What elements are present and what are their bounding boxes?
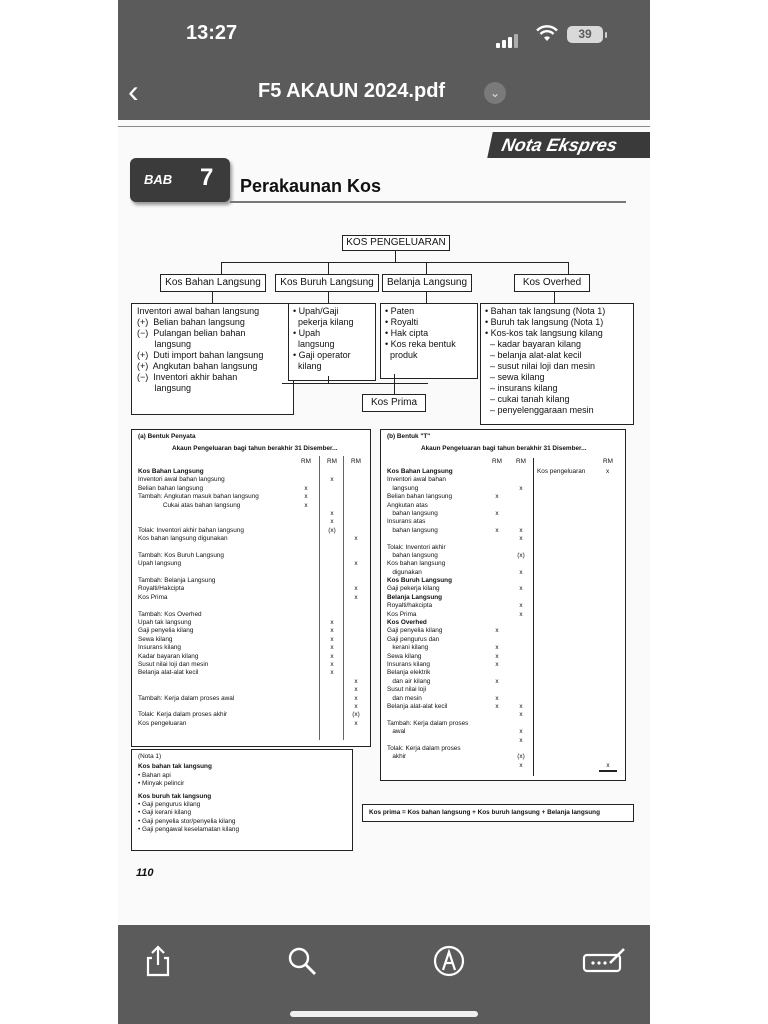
tree-line [426, 262, 427, 274]
list-item: (−) Pulangan belian bahan [137, 328, 246, 338]
left-margin [0, 0, 118, 1024]
list-item: • Upah/Gaji [293, 306, 339, 316]
row-label: kerani kilang [387, 644, 429, 652]
list-item: • Kos-kos tak langsung kilang [485, 328, 603, 338]
bahan-langsung-box [131, 303, 294, 415]
list-item: • Gaji kerani kilang [138, 809, 192, 817]
amount-cell: x [330, 509, 334, 517]
statement-row [138, 468, 366, 476]
row-label: digunakan [387, 568, 422, 576]
tree-line [328, 291, 329, 303]
row-label: dan air kilang [387, 677, 431, 685]
amount-cell: x [519, 761, 523, 769]
row-label: dan mesin [387, 694, 422, 702]
amount-cell: x [495, 660, 499, 668]
amount-cell: x [354, 593, 358, 601]
statement-row [387, 703, 533, 711]
kos-overhed-box [480, 303, 634, 425]
row-label: Kos Prima [138, 593, 168, 601]
tree-line [288, 383, 428, 384]
statement-row [387, 569, 533, 577]
nav-bar [118, 70, 650, 120]
amount-cell: x [519, 711, 523, 719]
amount-cell: x [519, 585, 523, 593]
tree-line [221, 262, 222, 274]
row-label: Susut nilai loji [387, 686, 427, 694]
statement-row [138, 535, 366, 543]
statement-row [387, 661, 533, 669]
penyata-title: Akaun Pengeluaran bagi tahun berakhir 31 Disember... [172, 445, 338, 452]
statement-row [387, 627, 533, 635]
statement-row [387, 510, 533, 518]
list-item: • Gaji pengurus kilang [138, 801, 201, 809]
tree-line [394, 374, 395, 394]
amount-cell: x [304, 484, 308, 492]
row-label: Gaji pengurus dan [387, 635, 440, 643]
row-label: Tolak: Inventori akhir [387, 543, 446, 551]
page-number: 110 [136, 867, 154, 879]
chapter-title: Perakaunan Kos [240, 176, 382, 196]
statement-row [387, 560, 533, 568]
list-item: langsung [293, 339, 335, 349]
statement-row [138, 493, 366, 501]
amount-cell: x [354, 560, 358, 568]
status-time: 13:27 [186, 22, 238, 44]
row-label: Tambah: Kos Overhed [138, 610, 202, 618]
list-item: • Buruh tak langsung (Nota 1) [485, 317, 604, 327]
amount-cell: x [519, 736, 523, 744]
amount-cell: x [304, 493, 308, 501]
chapter-number: 7 [200, 164, 214, 191]
row-label: Tambah: Kerja dalam proses awal [138, 694, 235, 702]
right-total: x [599, 762, 617, 772]
statement-row [138, 577, 366, 585]
statement-row [387, 518, 533, 526]
status-bar [118, 0, 650, 70]
list-item: • Bahan tak langsung (Nota 1) [485, 306, 606, 316]
amount-cell: x [519, 602, 523, 610]
row-label: Tambah: Angkutan masuk bahan langsung [138, 493, 259, 501]
row-label: Tambah: Kerja dalam proses [387, 719, 469, 727]
statement-row [138, 560, 366, 568]
row-label: Kos pengeluaran [138, 719, 187, 727]
list-item: – susut nilai loji dan mesin [485, 361, 596, 371]
amount-cell: x [495, 526, 499, 534]
list-item: (+) Angkutan bahan langsung [137, 361, 258, 371]
statement-row [138, 527, 366, 535]
statement-row [138, 510, 366, 518]
nota1-list [138, 801, 346, 835]
tree-line [212, 291, 213, 303]
row-label: Sewa kilang [138, 635, 173, 643]
statement-row [138, 552, 366, 560]
row-label: Gaji penyelia kilang [387, 627, 443, 635]
statement-row [138, 502, 366, 510]
statement-row [387, 527, 533, 535]
statement-row [138, 686, 366, 694]
bentuk-t-heading: (b) Bentuk "T" [387, 433, 431, 440]
list-item: • Upah [293, 328, 321, 338]
row-label: Gaji pekerja kilang [387, 585, 440, 593]
row-label: Sewa kilang [387, 652, 422, 660]
penyata-box [131, 429, 371, 747]
statement-row [138, 661, 366, 669]
statement-row [387, 544, 533, 552]
tree-line [282, 383, 292, 384]
list-item: • Minyak pelincir [138, 780, 185, 788]
amount-cell: (x) [328, 526, 336, 534]
statement-row [387, 585, 533, 593]
row-label: Tolak: Inventori akhir bahan langsung [138, 526, 244, 534]
amount-cell: x [330, 635, 334, 643]
amount-cell: x [495, 509, 499, 517]
list-item: langsung [137, 383, 192, 393]
amount-cell: x [495, 694, 499, 702]
statement-row [387, 485, 533, 493]
amount-cell: x [495, 493, 499, 501]
row-label: bahan langsung [387, 551, 438, 559]
tree-line [395, 250, 396, 262]
statement-row [387, 669, 533, 677]
amount-cell: x [495, 627, 499, 635]
row-label: akhir [387, 753, 407, 761]
battery-indicator: 39 [567, 26, 603, 43]
list-item: kilang [293, 361, 322, 371]
back-chevron-icon[interactable]: ‹ [128, 73, 139, 109]
statement-row [387, 762, 533, 770]
amount-cell: x [495, 677, 499, 685]
list-item: • Royalti [385, 317, 419, 327]
statement-row [387, 644, 533, 652]
amount-cell: (x) [517, 753, 525, 761]
row-label: Insurans kilang [387, 660, 430, 668]
nota1-heading: (Nota 1) [138, 753, 162, 760]
row-label: Royalti/hakcipta [387, 602, 433, 610]
statement-row [387, 619, 533, 627]
statement-row [138, 518, 366, 526]
row-label: Cukai atas bahan langsung [138, 501, 241, 509]
cellular-signal-icon [496, 30, 520, 48]
row-label: Kos Buruh Langsung [387, 577, 452, 585]
tree-line [426, 291, 427, 303]
statement-row [138, 678, 366, 686]
row-label: Belanja alat-alat kecil [138, 669, 199, 677]
pdf-page[interactable] [118, 120, 650, 925]
list-item: – sewa kilang [485, 372, 545, 382]
title-dropdown-chevron-icon[interactable]: ⌄ [484, 82, 506, 104]
col-header: RM [492, 458, 502, 465]
amount-cell: x [519, 535, 523, 543]
amount-cell: x [354, 535, 358, 543]
amount-cell: x [495, 644, 499, 652]
amount-cell: x [495, 652, 499, 660]
statement-row [387, 720, 533, 728]
statement-row [387, 686, 533, 694]
statement-row [387, 535, 533, 543]
search-icon[interactable] [284, 943, 320, 979]
tree-line [328, 262, 329, 274]
statement-row [387, 602, 533, 610]
row-label: bahan langsung [387, 526, 438, 534]
bentuk-t-title: Akaun Pengeluaran bagi tahun berakhir 31 Disember... [421, 445, 587, 452]
amount-cell: x [330, 660, 334, 668]
amount-cell: x [519, 484, 523, 492]
statement-row [387, 753, 533, 761]
row-label: bahan langsung [387, 509, 438, 517]
statement-row [387, 678, 533, 686]
statement-row [138, 602, 366, 610]
row-label: Kos Bahan Langsung [138, 468, 204, 475]
list-item: (+) Duti import bahan langsung [137, 350, 264, 360]
statement-row [387, 728, 533, 736]
chapter-rule [230, 201, 626, 203]
statement-row [138, 619, 366, 627]
statement-row [138, 669, 366, 677]
statement-row [138, 594, 366, 602]
home-indicator [290, 1011, 478, 1017]
statement-row [138, 611, 366, 619]
row-label: Kos bahan langsung [387, 560, 446, 568]
list-item: langsung [137, 339, 192, 349]
list-item: Inventori awal bahan langsung [137, 306, 260, 316]
bottom-toolbar [118, 925, 650, 1024]
statement-row [387, 653, 533, 661]
share-icon[interactable] [140, 943, 176, 979]
list-item: • Paten [385, 306, 415, 316]
row-label: Belanja Langsung [387, 593, 443, 601]
statement-row [387, 711, 533, 719]
row-label: Insurans atas [387, 518, 426, 526]
row-label: Kos Overhed [387, 619, 427, 627]
amount-cell: x [354, 694, 358, 702]
list-item: – penyelenggaraan mesin [485, 405, 594, 415]
chapter-badge [130, 158, 230, 202]
list-item: – insurans kilang [485, 383, 558, 393]
nota1-box [131, 749, 353, 851]
list-item: (−) Inventori akhir bahan [137, 372, 238, 382]
statement-row [138, 585, 366, 593]
statement-row [138, 644, 366, 652]
col-header: RM [516, 458, 526, 465]
document-title[interactable]: F5 AKAUN 2024.pdf [258, 80, 446, 102]
nota-ekspres-banner: Nota Ekspres [487, 132, 650, 158]
list-item: • Hak cipta [385, 328, 429, 338]
tree-line [328, 376, 329, 384]
statement-row [387, 695, 533, 703]
kos-prima-box: Kos Prima [362, 394, 426, 412]
statement-row [387, 468, 533, 476]
statement-row [138, 636, 366, 644]
row-label: Royalti/Hakcipta [138, 585, 185, 593]
row-label: Gaji penyelia kilang [138, 627, 194, 635]
signature-icon[interactable] [582, 943, 628, 979]
right-margin [650, 0, 768, 1024]
col-header: RM [351, 458, 361, 465]
amount-cell: x [330, 669, 334, 677]
list-item: • Gaji operator [293, 350, 351, 360]
right-label: Kos pengeluaran [537, 468, 586, 475]
buruh-langsung-box [288, 303, 376, 381]
row-label: Belian bahan langsung [387, 493, 453, 501]
amount-cell: x [354, 585, 358, 593]
row-label: Kos Prima [387, 610, 417, 618]
category-box: Belanja Langsung [382, 274, 472, 292]
row-label: Inventori awal bahan langsung [138, 476, 225, 484]
statement-row [138, 627, 366, 635]
row-label: Kos bahan langsung digunakan [138, 535, 228, 543]
amount-cell: x [354, 719, 358, 727]
bentuk-t-box [380, 429, 626, 781]
row-label: Upah tak langsung [138, 619, 192, 627]
amount-cell: x [495, 702, 499, 710]
statement-row [387, 737, 533, 745]
amount-cell: x [330, 644, 334, 652]
amount-cell: x [330, 518, 334, 526]
row-label: langsung [387, 484, 419, 492]
amount-cell: x [330, 627, 334, 635]
list-item: pekerja kilang [293, 317, 354, 327]
amount-cell: x [519, 728, 523, 736]
amount-cell: x [354, 677, 358, 685]
statement-row [387, 636, 533, 644]
phone-screen [118, 0, 650, 1024]
penyata-heading: (a) Bentuk Penyata [138, 433, 196, 440]
statement-row [138, 711, 366, 719]
statement-row [138, 653, 366, 661]
list-item: – kadar bayaran kilang [485, 339, 582, 349]
nota1-group-heading: Kos bahan tak langsung [138, 763, 212, 771]
col-header: RM [301, 458, 311, 465]
markup-icon[interactable] [431, 943, 467, 979]
kos-prima-formula: Kos prima = Kos bahan langsung + Kos buruh langsung + Belanja langsung [362, 804, 634, 822]
t-account-divider [533, 458, 534, 776]
amount-cell: x [519, 526, 523, 534]
row-label: Belanja alat-alat kecil [387, 702, 448, 710]
amount-cell: x [330, 619, 334, 627]
row-label: Susut nilai loji dan mesin [138, 660, 209, 668]
amount-cell: x [354, 702, 358, 710]
row-label: Angkutan atas [387, 501, 428, 509]
bab-label: BAB [144, 172, 173, 187]
list-item: (+) Belian bahan langsung [137, 317, 245, 327]
row-label: Inventori awal bahan [387, 476, 446, 484]
right-value: x [606, 468, 610, 475]
statement-row [387, 552, 533, 560]
statement-row [387, 502, 533, 510]
statement-row [138, 569, 366, 577]
belanja-langsung-box [380, 303, 478, 379]
statement-row [138, 485, 366, 493]
statement-row [138, 544, 366, 552]
statement-row [138, 695, 366, 703]
list-item: produk [385, 350, 418, 360]
row-label: Tambah: Kos Buruh Langsung [138, 551, 224, 559]
statement-row [387, 577, 533, 585]
wifi-icon [536, 25, 558, 43]
row-label: Insurans kilang [138, 644, 181, 652]
row-label: Tolak: Kerja dalam proses akhir [138, 711, 228, 719]
row-label: Kos Bahan Langsung [387, 468, 453, 475]
statement-row [138, 703, 366, 711]
list-item: • Bahan api [138, 771, 171, 779]
row-label: Belanja elektrik [387, 669, 431, 677]
amount-cell: x [519, 610, 523, 618]
list-item: – belanja alat-alat kecil [485, 350, 582, 360]
row-label: Belian bahan langsung [138, 484, 204, 492]
row-label: Tolak: Kerja dalam proses [387, 744, 461, 752]
tree-line [568, 262, 569, 274]
amount-cell: (x) [517, 551, 525, 559]
statement-row [138, 476, 366, 484]
nota1-list [138, 772, 346, 789]
row-label: Upah langsung [138, 560, 181, 568]
category-box: Kos Overhed [514, 274, 590, 292]
tree-line [554, 291, 555, 303]
statement-row [387, 594, 533, 602]
amount-cell: x [330, 652, 334, 660]
statement-row [387, 476, 533, 484]
root-box: KOS PENGELUARAN [342, 235, 450, 251]
statement-row [138, 720, 366, 728]
amount-cell: x [519, 702, 523, 710]
amount-cell: (x) [352, 711, 360, 719]
statement-row [387, 493, 533, 501]
list-item: • Gaji pengawal keselamatan kilang [138, 826, 239, 834]
list-item: • Gaji penyelia stor/penyelia kilang [138, 817, 236, 825]
amount-cell: x [304, 501, 308, 509]
col-header: RM [327, 458, 337, 465]
amount-cell: x [354, 686, 358, 694]
page-top-rule [118, 126, 650, 127]
amount-cell: x [330, 476, 334, 484]
col-header: RM [603, 458, 613, 465]
category-box: Kos Bahan Langsung [160, 274, 266, 292]
statement-row [387, 611, 533, 619]
row-label: Kadar bayaran kilang [138, 652, 199, 660]
amount-cell: x [519, 568, 523, 576]
row-label: awal [387, 728, 406, 736]
nota1-group-heading: Kos buruh tak langsung [138, 792, 212, 800]
tree-line [221, 262, 568, 263]
category-box: Kos Buruh Langsung [275, 274, 379, 292]
row-label: Tambah: Belanja Langsung [138, 577, 216, 585]
list-item: – cukai tanah kilang [485, 394, 570, 404]
statement-row [387, 745, 533, 753]
list-item: • Kos reka bentuk [385, 339, 456, 349]
